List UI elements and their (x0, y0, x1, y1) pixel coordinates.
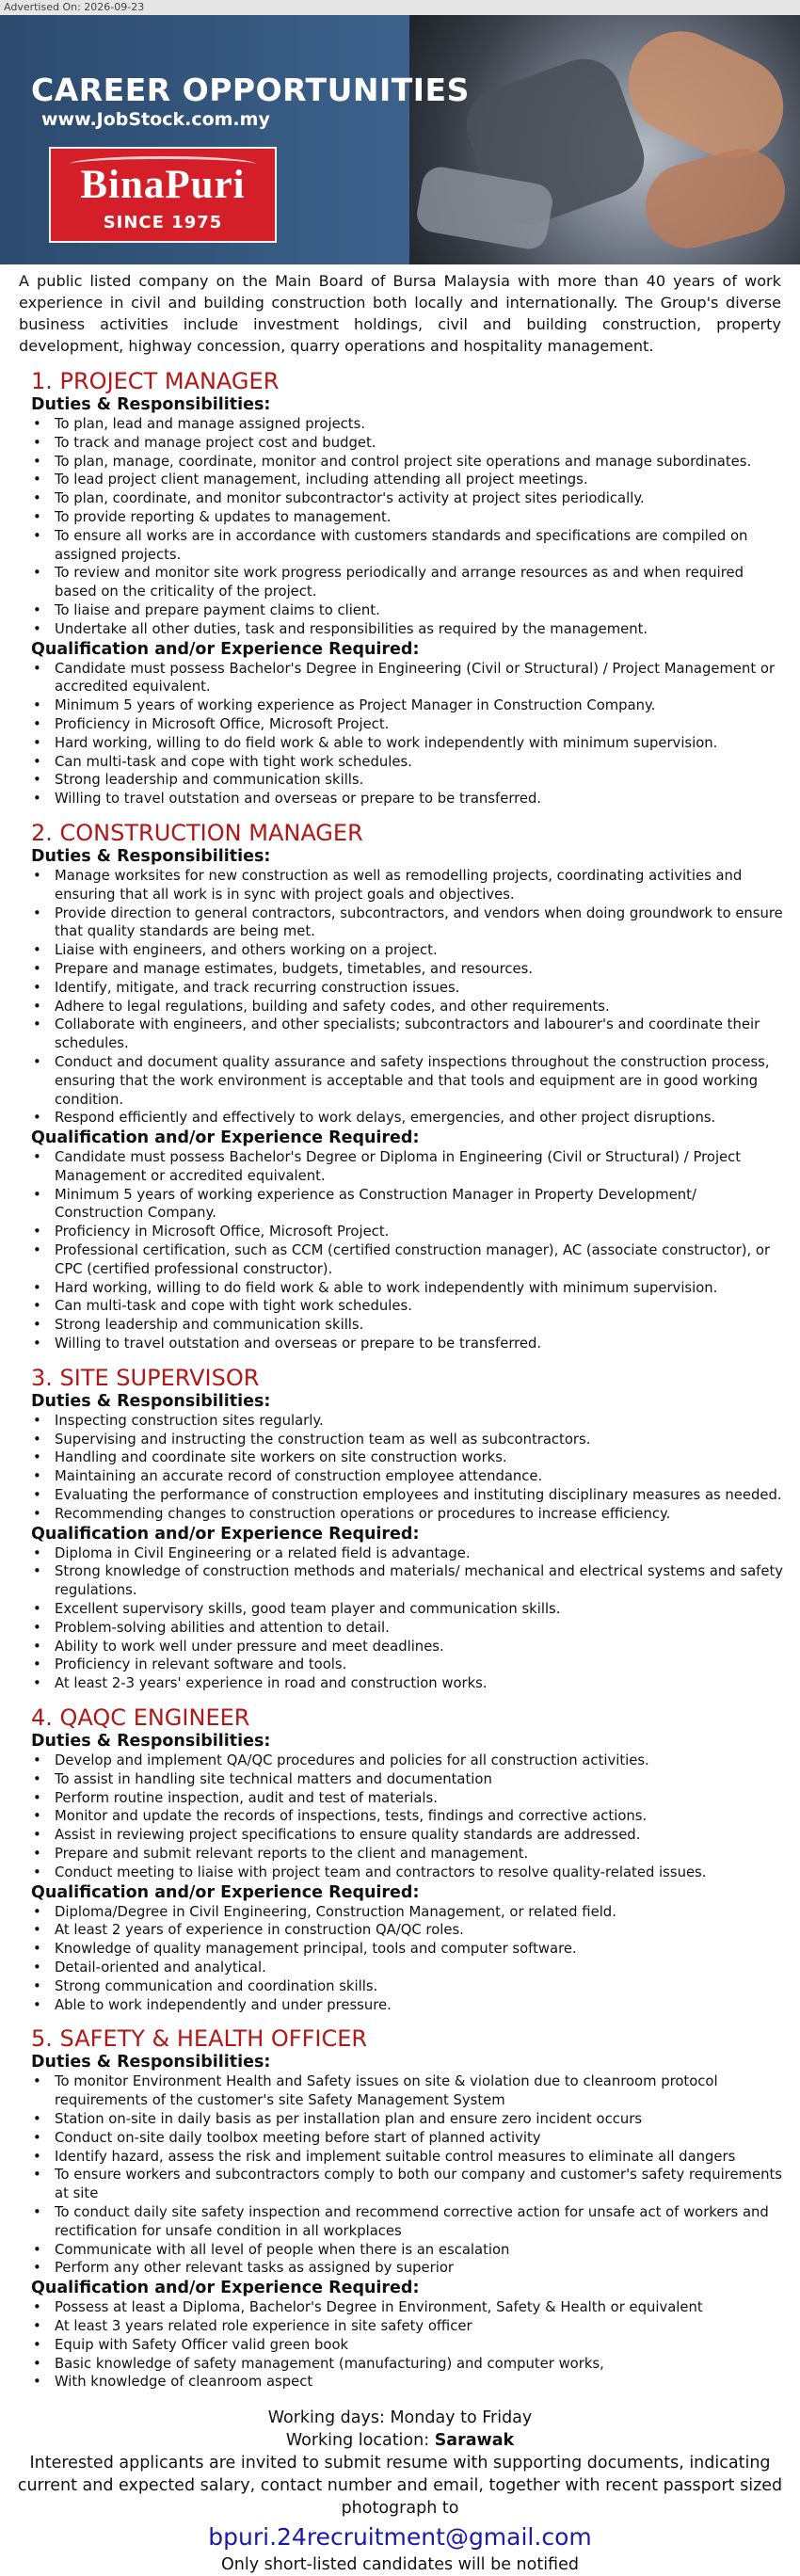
list-item: • Knowledge of quality management principal, tools and computer software. (31, 1940, 784, 1959)
list-item: • Proficiency in Microsoft Office, Microsoft Project. (31, 1223, 784, 1241)
job-title: 1. PROJECT MANAGER (31, 368, 280, 394)
list-item: • Possess at least a Diploma, Bachelor's Degree in Environment, Safety & Health or equivalent (31, 2298, 784, 2317)
list-item: • Detail-oriented and analytical. (31, 1959, 784, 1977)
page-title: CAREER OPPORTUNITIES (31, 72, 470, 108)
list-item: • Problem-solving abilities and attention to detail. (31, 1619, 784, 1638)
application-footer (0, 2407, 800, 2576)
main-content (0, 266, 800, 2576)
list-item: • To lead project client management, including attending all project meetings. (31, 471, 784, 489)
list-item: • Conduct meeting to liaise with project team and contractors to resolve quality-related issues. (31, 1864, 784, 1882)
list-item: • Perform any other relevant tasks as assigned by superior (31, 2259, 784, 2278)
qualification-heading: Qualification and/or Experience Required: (31, 1882, 420, 1902)
list-item: • Proficiency in relevant software and tools. (31, 1656, 784, 1674)
list-item: • Evaluating the performance of construction employees and instituting disciplinary measures as needed. (31, 1486, 784, 1505)
list-item: • Proficiency in Microsoft Office, Microsoft Project. (31, 715, 784, 734)
duties-list (31, 1752, 784, 1882)
list-item: • With knowledge of cleanroom aspect (31, 2373, 784, 2392)
list-item: • To provide reporting & updates to management. (31, 508, 784, 527)
qualification-heading: Qualification and/or Experience Required: (31, 639, 420, 659)
list-item: • Respond efficiently and effectively to work delays, emergencies, and other project disruptions. (31, 1109, 784, 1128)
list-item: • Can multi-task and cope with tight work schedules. (31, 1297, 784, 1316)
list-item: • Identify hazard, assess the risk and implement suitable control measures to eliminate all dangers (31, 2148, 784, 2167)
job-list (0, 368, 800, 2392)
list-item: • Supervising and instructing the construction team as well as subcontractors. (31, 1431, 784, 1449)
list-item: • Equip with Safety Officer valid green book (31, 2336, 784, 2355)
list-item: • To plan, coordinate, and monitor subcontractor's activity at project sites periodically. (31, 489, 784, 508)
list-item: • Conduct on-site daily toolbox meeting before start of planned activity (31, 2129, 784, 2148)
list-item: • Perform routine inspection, audit and test of materials. (31, 1789, 784, 1808)
shortlist-note: Only short-listed candidates will be notified (221, 2555, 579, 2575)
list-item: • Identify, mitigate, and track recurring construction issues. (31, 979, 784, 998)
job-title: 4. QAQC ENGINEER (31, 1704, 250, 1732)
list-item: • Diploma/Degree in Civil Engineering, Construction Management, or related field. (31, 1903, 784, 1922)
list-item: • To plan, manage, coordinate, monitor and control project site operations and manage subordinates. (31, 453, 784, 472)
list-item: • To monitor Environment Health and Safety issues on site & violation due to cleanroom protocol requirements of the customer's site Safety Management System (31, 2072, 784, 2110)
job-title: 3. SITE SUPERVISOR (31, 1364, 260, 1391)
duties-list (31, 867, 784, 1128)
list-item: • Can multi-task and cope with tight work schedules. (31, 753, 784, 772)
list-item: • Prepare and manage estimates, budgets, timetables, and resources. (31, 960, 784, 979)
site-url: www.JobStock.com.my (41, 109, 270, 130)
list-item: • Prepare and submit relevant reports to the client and management. (31, 1845, 784, 1864)
list-item: • Strong communication and coordination skills. (31, 1977, 784, 1996)
header-banner (0, 15, 800, 264)
qualification-list (31, 1544, 784, 1693)
list-item: • Hard working, willing to do field work & able to work independently with minimum supervision. (31, 1279, 784, 1298)
list-item: • Professional certification, such as CCM (certified construction manager), AC (associate constructor), or CPC (certified professional constructor). (31, 1241, 784, 1279)
list-item: • To track and manage project cost and budget. (31, 434, 784, 453)
qualification-list (31, 1903, 784, 2015)
list-item: • Diploma in Civil Engineering or a related field is advantage. (31, 1544, 784, 1563)
list-item: • Recommending changes to construction operations or procedures to increase efficiency. (31, 1505, 784, 1524)
advertised-on-label: Advertised On: 2026-09-23 (4, 1, 145, 13)
list-item: • Inspecting construction sites regularly. (31, 1412, 784, 1431)
list-item: • Candidate must possess Bachelor's Degree in Engineering (Civil or Structural) / Project Management or accredited equivalent. (31, 660, 784, 697)
list-item: • To ensure all works are in accordance with customers standards and specifications are compiled on assigned projects. (31, 527, 784, 565)
company-intro: A public listed company on the Main Board of Bursa Malaysia with more than 40 years of work experience in civil and building construction both locally and internationally. The Group's diverse business activities include investment holdings, civil and building construction, property development, highway concession, quarry operations and hospitality management. (19, 272, 781, 355)
qualification-list (31, 660, 784, 808)
list-item: • Communicate with all level of people when there is an escalation (31, 2241, 784, 2260)
job-section (31, 1704, 800, 2014)
list-item: • Handling and coordinate site workers on site construction works. (31, 1448, 784, 1467)
list-item: • Hard working, willing to do field work & able to work independently with minimum supervision. (31, 734, 784, 753)
apply-instructions: Interested applicants are invited to submit resume with supporting documents, indicating current and expected salary, contact number and email, together with recent passport sized photograph to (17, 2454, 783, 2519)
duties-list (31, 1412, 784, 1524)
job-section (31, 368, 800, 808)
list-item: • Strong leadership and communication skills. (31, 771, 784, 790)
working-location-value: Sarawak (434, 2431, 515, 2451)
list-item: • At least 2-3 years' experience in road and construction works. (31, 1674, 784, 1693)
duties-list (31, 2072, 784, 2278)
qualification-heading: Qualification and/or Experience Required: (31, 2279, 420, 2298)
job-title: 2. CONSTRUCTION MANAGER (31, 819, 363, 846)
list-item: • To assist in handling site technical matters and documentation (31, 1770, 784, 1789)
list-item: • Collaborate with engineers, and other specialists; subcontractors and labourer's and coordinate their schedules. (31, 1016, 784, 1053)
binapuri-logo (49, 147, 277, 243)
list-item: • Develop and implement QA/QC procedures and policies for all construction activities. (31, 1752, 784, 1770)
duties-heading: Duties & Responsibilities: (31, 395, 271, 414)
qualification-list (31, 1148, 784, 1353)
qualification-heading: Qualification and/or Experience Required: (31, 1524, 420, 1544)
list-item: • Basic knowledge of safety management (manufacturing) and computer works, (31, 2355, 784, 2374)
job-section (31, 1365, 800, 1693)
list-item: • Willing to travel outstation and overseas or prepare to be transferred. (31, 790, 784, 808)
list-item: • Provide direction to general contractors, subcontractors, and vendors when doing groundwork to ensure that quality standards are being met. (31, 904, 784, 942)
list-item: • Assist in reviewing project specifications to ensure quality standards are addressed. (31, 1826, 784, 1845)
list-item: • At least 3 years related role experience in site safety officer (31, 2317, 784, 2336)
list-item: • Minimum 5 years of working experience as Project Manager in Construction Company. (31, 696, 784, 715)
list-item: • Ability to work well under pressure and meet deadlines. (31, 1638, 784, 1656)
list-item: • Minimum 5 years of working experience as Construction Manager in Property Development/ Construction Company. (31, 1186, 784, 1224)
duties-heading: Duties & Responsibilities: (31, 2053, 271, 2072)
job-title: 5. SAFETY & HEALTH OFFICER (31, 2025, 368, 2053)
list-item: • Candidate must possess Bachelor's Degree or Diploma in Engineering (Civil or Structural) / Project Management or accredited equivalent. (31, 1148, 784, 1186)
logo-name: BinaPuri (80, 163, 246, 207)
job-section (31, 2025, 800, 2392)
logo-since: SINCE 1975 (103, 213, 223, 232)
list-item: • Manage worksites for new construction as well as remodelling projects, coordinating activities and ensuring that all work is in sync with project goals and objectives. (31, 867, 784, 904)
working-location-label: Working location: (285, 2431, 435, 2451)
list-item: • Conduct and document quality assurance and safety inspections throughout the construction process, ensuring that the work environment is acceptable and that tools and equipment are in good working condition. (31, 1053, 784, 1109)
list-item: • To liaise and prepare payment claims to client. (31, 601, 784, 620)
list-item: • Maintaining an accurate record of construction employee attendance. (31, 1467, 784, 1486)
list-item: • Willing to travel outstation and overseas or prepare to be transferred. (31, 1335, 784, 1353)
list-item: • Excellent supervisory skills, good team player and communication skills. (31, 1600, 784, 1619)
duties-heading: Duties & Responsibilities: (31, 1732, 271, 1752)
working-location (0, 2429, 800, 2452)
list-item: • To plan, lead and manage assigned projects. (31, 415, 784, 434)
advertised-on-bar (0, 0, 800, 15)
qualification-heading: Qualification and/or Experience Required: (31, 1128, 420, 1148)
qualification-list (31, 2298, 784, 2392)
duties-heading: Duties & Responsibilities: (31, 1391, 271, 1411)
engine-mechanic-photo (409, 15, 800, 264)
list-item: • Strong knowledge of construction methods and materials/ mechanical and electrical systems and safety regulations. (31, 1562, 784, 1600)
list-item: • Station on-site in daily basis as per installation plan and ensure zero incident occurs (31, 2110, 784, 2129)
list-item: • Strong leadership and communication skills. (31, 1316, 784, 1335)
job-section (31, 820, 800, 1353)
list-item: • Liaise with engineers, and others working on a project. (31, 941, 784, 960)
list-item: • To conduct daily site safety inspection and recommend corrective action for unsafe act of workers and rectification for unsafe condition in all workplaces (31, 2203, 784, 2241)
list-item: • Monitor and update the records of inspections, tests, findings and corrective actions. (31, 1807, 784, 1826)
list-item: • To review and monitor site work progress periodically and arrange resources as and when required based on the criticality of the project. (31, 564, 784, 601)
list-item: • Undertake all other duties, task and responsibilities as required by the management. (31, 620, 784, 639)
duties-list (31, 415, 784, 639)
working-days: Working days: Monday to Friday (267, 2408, 533, 2428)
list-item: • Adhere to legal regulations, building and safety codes, and other requirements. (31, 998, 784, 1016)
recruitment-email-link[interactable]: bpuri.24recruitment@gmail.com (208, 2523, 592, 2552)
list-item: • To ensure workers and subcontractors comply to both our company and customer's safety requirements at site (31, 2166, 784, 2203)
duties-heading: Duties & Responsibilities: (31, 846, 271, 866)
list-item: • At least 2 years of experience in construction QA/QC roles. (31, 1921, 784, 1940)
list-item: • Able to work independently and under pressure. (31, 1996, 784, 2015)
